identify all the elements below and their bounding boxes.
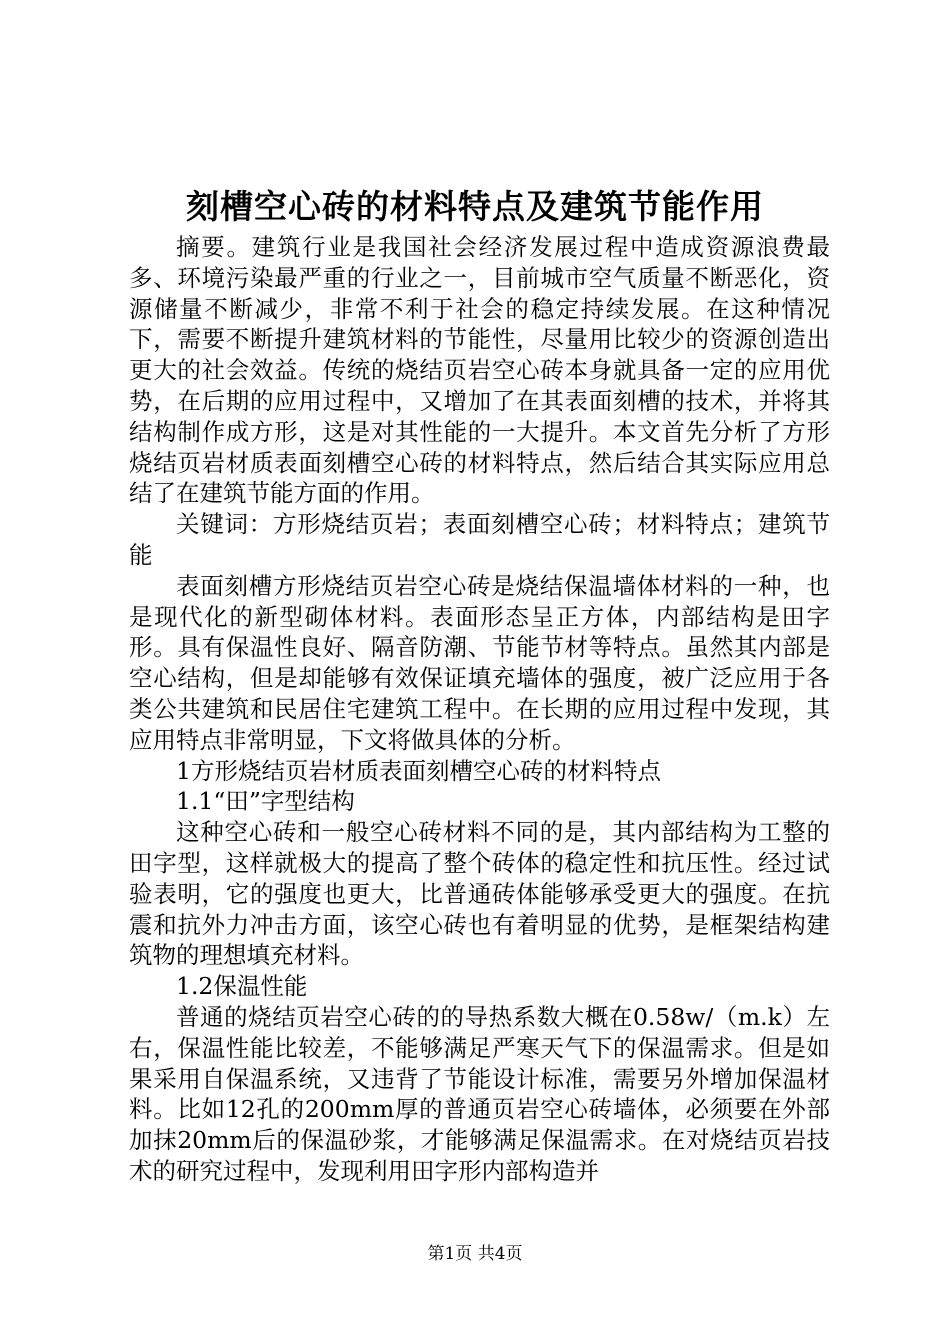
subsection-heading-1-2: 1.2保温性能 (176, 972, 308, 1001)
keywords-paragraph: 关键词：方形烧结页岩；表面刻槽空心砖；材料特点；建筑节能 (129, 510, 830, 569)
intro-paragraph: 表面刻槽方形烧结页岩空心砖是烧结保温墙体材料的一种，也是现代化的新型砌体材料。表面形态呈正方体，内部结构是田字形。具有保温性良好、隔音防潮、节能节材等特点。虽然其内部是空心结构，但是却能够有效保证填充墙体的强度，被广泛应用于各类公共建筑和民居住宅建筑工程中。在长期的应用过程中发现，其应用特点非常明显，下文将做具体的分析。 (129, 571, 830, 754)
document-body (129, 232, 830, 1187)
document-title: 刻槽空心砖的材料特点及建筑节能作用 (186, 187, 764, 226)
insulation-paragraph: 普通的烧结页岩空心砖的的导热系数大概在0.58w/（m.k）左右，保温性能比较差，不能够满足严寒天气下的保温需求。但是如果采用自保温系统，又违背了节能设计标准，需要另外增加保温材料。比如12孔的200mm厚的普通页岩空心砖墙体，必须要在外部加抹20mm后的保温砂浆，才能够满足保温需求。在对烧结页岩技术的研究过程中，发现利用田字形内部构造并 (129, 1002, 830, 1185)
section-heading-1: 1方形烧结页岩材质表面刻槽空心砖的材料特点 (176, 756, 661, 785)
page-footer: 第1页 共4页 (427, 1244, 523, 1264)
subsection-heading-1-1: 1.1“田”字型结构 (176, 787, 355, 816)
structure-paragraph: 这种空心砖和一般空心砖材料不同的是，其内部结构为工整的田字型，这样就极大的提高了整个砖体的稳定性和抗压性。经过试验表明，它的强度也更大，比普通砖体能够承受更大的强度。在抗震和抗外力冲击方面，该空心砖也有着明显的优势，是框架结构建筑物的理想填充材料。 (129, 818, 830, 970)
abstract-paragraph: 摘要。建筑行业是我国社会经济发展过程中造成资源浪费最多、环境污染最严重的行业之一，目前城市空气质量不断恶化，资源储量不断减少，非常不利于社会的稳定持续发展。在这种情况下，需要不断提升建筑材料的节能性，尽量用比较少的资源创造出更大的社会效益。传统的烧结页岩空心砖本身就具备一定的应用优势，在后期的应用过程中，又增加了在其表面刻槽的技术，并将其结构制作成方形，这是对其性能的一大提升。本文首先分析了方形烧结页岩材质表面刻槽空心砖的材料特点，然后结合其实际应用总结了在建筑节能方面的作用。 (129, 233, 830, 508)
